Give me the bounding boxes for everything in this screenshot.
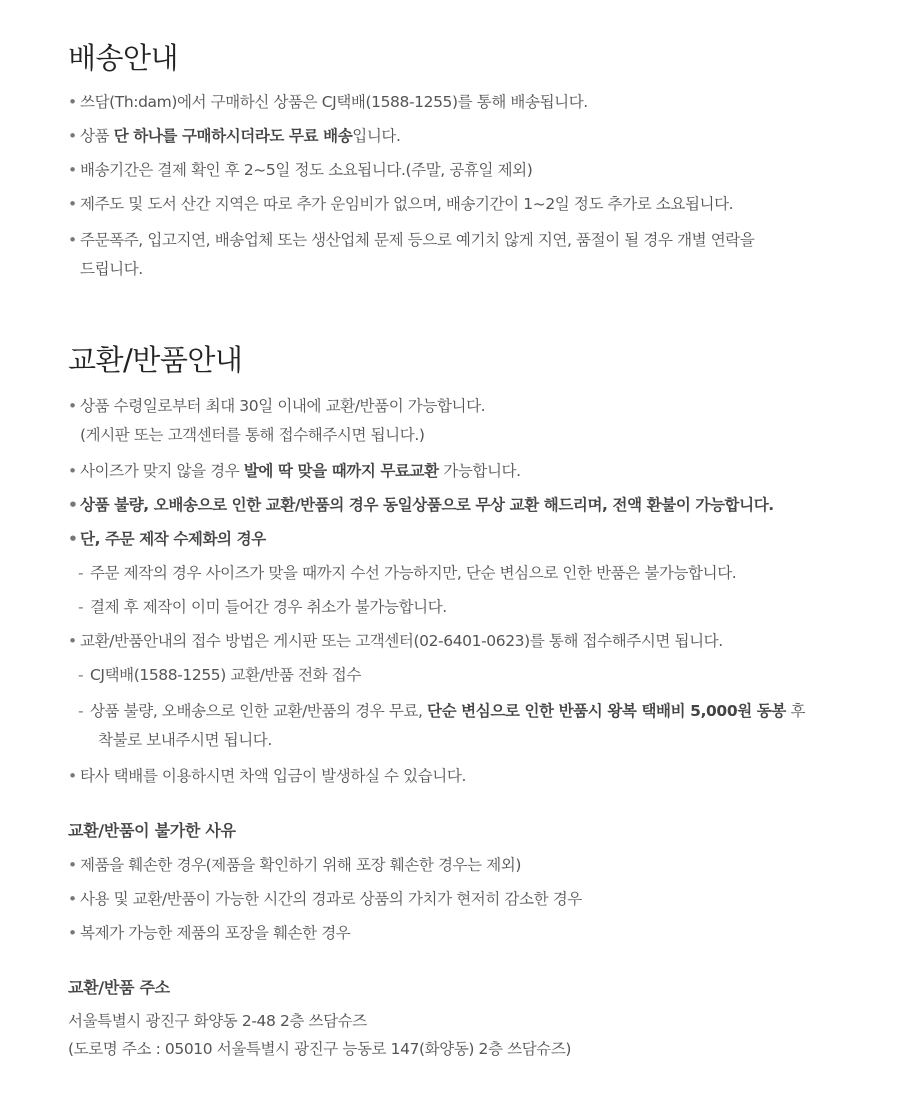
exchange-item-5-text: 교환/반품안내의 접수 방법은 게시판 또는 고객센터(02-6401-0623)를 통해 접수해주시면 됩니다. (80, 632, 723, 650)
exchange-item-4-sub-2 (68, 595, 860, 620)
shipping-item-3 (68, 158, 860, 183)
not-allowed-item-1 (68, 853, 860, 878)
shipping-item-3-text: 배송기간은 결제 확인 후 2~5일 정도 소요됩니다.(주말, 공휴일 제외) (80, 161, 533, 179)
exchange-item-4-sub-1 (68, 561, 860, 586)
not-allowed-title: 교환/반품이 불가한 사유 (68, 821, 236, 840)
shipping-title: 배송안내 (68, 41, 179, 75)
exchange-item-5-sub-2-emphasis: 단순 변심으로 인한 반품시 왕복 택배비 5,000원 동봉 (427, 702, 786, 720)
exchange-item-5 (68, 629, 860, 654)
not-allowed-item-2-text: 사용 및 교환/반품이 가능한 시간의 경과로 상품의 가치가 현저히 감소한 경우 (80, 890, 582, 908)
shipping-item-2 (68, 124, 860, 149)
exchange-item-4-text: 단, 주문 제작 수제화의 경우 (80, 530, 266, 548)
address-line-1: 서울특별시 광진구 화양동 2-48 2층 쓰담슈즈 (68, 1012, 367, 1030)
not-allowed-item-3-text: 복제가 가능한 제품의 포장을 훼손한 경우 (80, 924, 351, 942)
shipping-item-5 (68, 226, 860, 284)
exchange-item-2-text-a: 사이즈가 맞지 않을 경우 (80, 462, 244, 480)
exchange-item-2 (68, 459, 860, 484)
exchange-item-1-text: • 상품 수령일로부터 최대 30일 이내에 교환/반품이 가능합니다. (80, 397, 486, 415)
exchange-item-3-text: 상품 불량, 오배송으로 인한 교환/반품의 경우 동일상품으로 무상 교환 해드리며, 전액 환불이 가능합니다. (80, 496, 774, 514)
address-line-2: (도로명 주소 : 05010 서울특별시 광진구 능동로 147(화양동) 2층 쓰담슈즈) (68, 1040, 572, 1058)
exchange-item-3 (68, 493, 860, 518)
shipping-item-4 (68, 192, 860, 217)
not-allowed-list (68, 853, 860, 946)
not-allowed-item-1-text: 제품을 훼손한 경우(제품을 확인하기 위해 포장 훼손한 경우는 제외) (80, 856, 521, 874)
exchange-item-5-sub-1-text: CJ택배(1588-1255) 교환/반품 전화 접수 (90, 666, 361, 684)
exchange-item-1 (68, 392, 860, 450)
exchange-item-6-text: 타사 택배를 이용하시면 차액 입금이 발생하실 수 있습니다. (80, 767, 466, 785)
exchange-item-5-sub-2 (68, 697, 860, 755)
shipping-item-2-text-a: 상품 (80, 127, 114, 145)
exchange-item-6 (68, 764, 860, 789)
exchange-item-4 (68, 527, 860, 552)
exchange-title: 교환/반품안내 (68, 343, 243, 377)
shipping-item-4-text: 제주도 및 도서 산간 지역은 따로 추가 운임비가 없으며, 배송기간이 1~2일 정도 추가로 소요됩니다. (80, 195, 734, 213)
address-title: 교환/반품 주소 (68, 978, 170, 997)
exchange-item-5-sub-2-text-b: 후 (785, 702, 806, 720)
shipping-list (68, 90, 860, 284)
exchange-item-4-sub-2-text: 결제 후 제작이 이미 들어간 경우 취소가 불가능합니다. (90, 598, 447, 616)
exchange-item-5-sub-2-cont: 착불로 보내주시면 됩니다. (98, 731, 272, 749)
exchange-item-5-sub-1 (68, 663, 860, 688)
exchange-list (68, 392, 860, 789)
not-allowed-item-2 (68, 887, 860, 912)
shipping-item-1-text: 쓰담(Th:dam)에서 구매하신 상품은 CJ택배(1588-1255)를 통해 배송됩니다. (80, 93, 588, 111)
exchange-item-2-text-b: 가능합니다. (438, 462, 521, 480)
exchange-item-4-sub-1-text: 주문 제작의 경우 사이즈가 맞을 때까지 수선 가능하지만, 단순 변심으로 인한 반품은 불가능합니다. (90, 564, 737, 582)
exchange-item-2-emphasis: 발에 딱 맞을 때까지 무료교환 (243, 462, 439, 480)
shipping-item-1 (68, 90, 860, 115)
shipping-item-5-cont: 드립니다. (80, 260, 143, 278)
shipping-item-5-text: • 주문폭주, 입고지연, 배송업체 또는 생산업체 문제 등으로 예기치 않게 지연, 품절이 될 경우 개별 연락을 (80, 231, 755, 249)
shipping-item-2-emphasis: 단 하나를 구매하시더라도 무료 배송 (113, 127, 353, 145)
not-allowed-item-3 (68, 921, 860, 946)
shipping-item-2-text-b: 입니다. (352, 127, 401, 145)
exchange-item-5-sub-2-text-a: 상품 불량, 오배송으로 인한 교환/반품의 경우 무료, (90, 702, 428, 720)
exchange-item-1-cont: (게시판 또는 고객센터를 통해 접수해주시면 됩니다.) (80, 426, 425, 444)
